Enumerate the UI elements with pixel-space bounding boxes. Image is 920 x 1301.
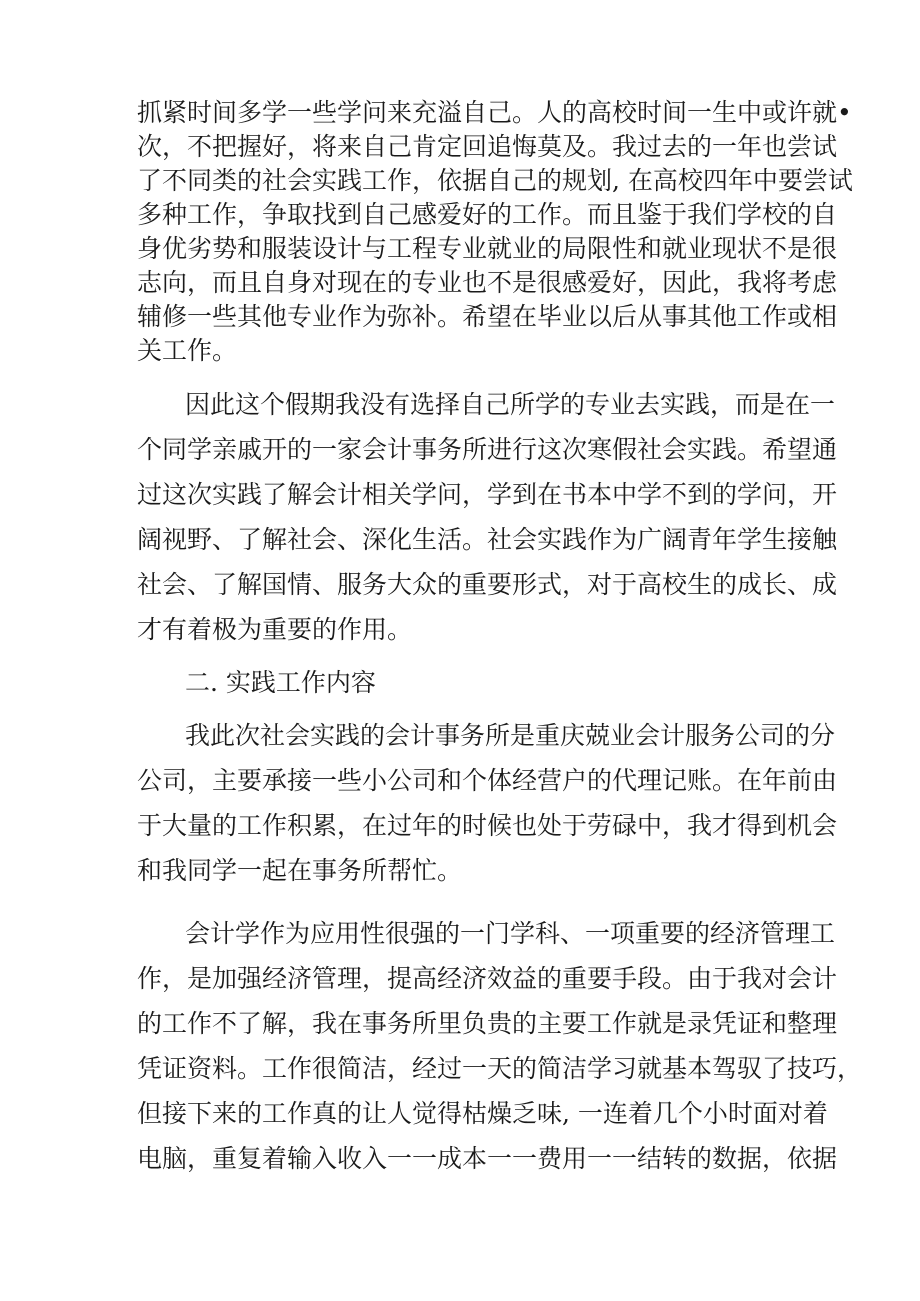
text-line: 了不同类的社会实践工作，依据自己的规划, 在高校四年中要尝试 (137, 166, 853, 195)
text-line: 才有着极为重要的作用。 (137, 615, 413, 644)
paragraph-4 (137, 911, 863, 1181)
text-line: 公司，主要承接一些小公司和个体经营户的代理记账。在年前由 (137, 766, 838, 795)
text-line: 于大量的工作积累，在过年的时候也处于劳碌中，我才得到机会 (137, 811, 838, 840)
paragraph-3 (137, 713, 838, 893)
section-heading (137, 660, 797, 705)
text-line: 多种工作，争取找到自己感爱好的工作。而且鉴于我们学校的自 (137, 200, 838, 229)
paragraph-2 (137, 382, 838, 652)
text-line: 个同学亲戚开的一家会计事务所进行这次寒假社会实践。希望通 (137, 435, 838, 464)
text-line: 因此这个假期我没有选择自己所学的专业去实践，而是在一 (185, 390, 836, 419)
text-line: 关工作。 (137, 336, 238, 365)
text-line: 会计学作为应用性很强的一门学科、一项重要的经济管理工 (185, 919, 836, 948)
text-line: 但接下来的工作真的让人觉得枯燥乏味, 一连着几个小时面对着 (137, 1099, 828, 1128)
text-line: 次，不把握好，将来自己肯定回追悔莫及。我过去的一年也尝试 (137, 132, 838, 161)
text-line: 作，是加强经济管理，提高经济效益的重要手段。由于我对会计 (137, 964, 838, 993)
text-line: 我此次社会实践的会计事务所是重庆兢业会计服务公司的分 (185, 721, 836, 750)
text-line: 志向，而且自身对现在的专业也不是很感爱好，因此，我将考虑 (137, 268, 838, 297)
paragraph-1 (137, 96, 853, 368)
text-line: 电脑，重复着输入收入一一成本一一费用一一结转的数据，依据 (137, 1144, 838, 1173)
text-line: 阔视野、了解社会、深化生活。社会实践作为广阔青年学生接触 (137, 525, 838, 554)
text-line: 社会、了解国情、服务大众的重要形式，对于高校生的成长、成 (137, 570, 838, 599)
text-line: 辅修一些其他专业作为弥补。希望在毕业以后从事其他工作或相 (137, 302, 838, 331)
text-line: 抓紧时间多学一些学问来充溢自己。人的高校时间一生中或许就• (137, 98, 852, 127)
text-line: 的工作不了解，我在事务所里负贵的主要工作就是录凭证和整理 (137, 1009, 838, 1038)
document-body (137, 96, 863, 1181)
text-line: 过这次实践了解会计相关学问，学到在书本中学不到的学问，开 (137, 480, 838, 509)
text-line: 和我同学一起在事务所帮忙。 (137, 856, 463, 885)
text-line: 凭证资料。工作很简洁，经过一天的简洁学习就基本驾驭了技巧， (137, 1054, 863, 1083)
section-title: 二. 实践工作内容 (185, 668, 376, 697)
text-line: 身优劣势和服装设计与工程专业就业的局限性和就业现状不是很 (137, 234, 838, 263)
